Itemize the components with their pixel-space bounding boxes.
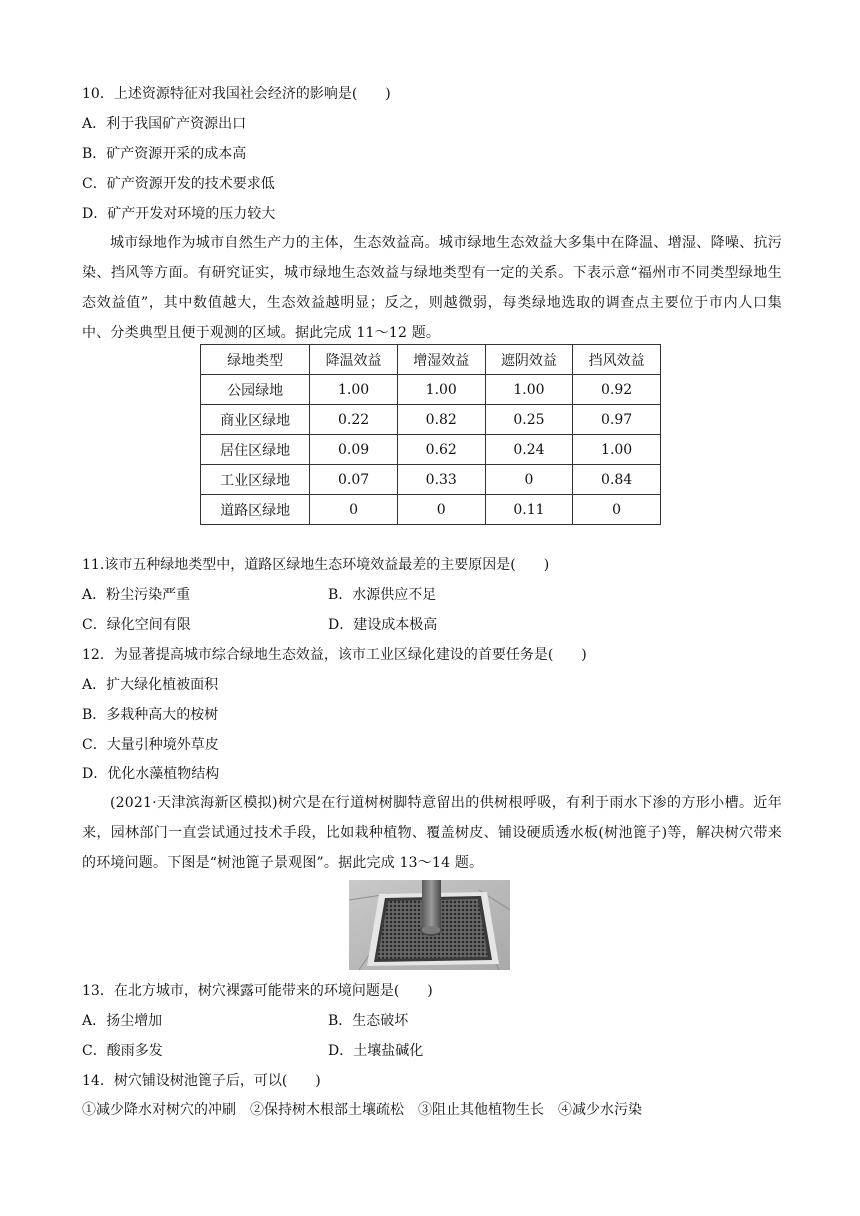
table-cell: 道路区绿地 [201, 495, 310, 525]
passage-green-space: 城市绿地作为城市自然生产力的主体，生态效益高。城市绿地生态效益大多集中在降温、增湿、降噪、抗污染、挡风等方面。有研究证实，城市绿地生态效益与绿地类型有一定的关系。下表示意“福州市不同类型绿地生态效益值”，其中数值越大，生态效益越明显；反之，则越微弱，每类绿地选取的调查点主要位于市内人口集中、分类典型且便于观测的区域。据此完成 11～12 题。 [82, 235, 782, 341]
table-cell: 0.33 [397, 465, 485, 495]
table-cell: 居住区绿地 [201, 435, 310, 465]
table-cell: 1.00 [310, 375, 398, 405]
table-header-cell: 绿地类型 [201, 345, 310, 375]
table-cell: 0 [485, 465, 573, 495]
table-cell: 0.25 [485, 405, 573, 435]
table-cell: 0.22 [310, 405, 398, 435]
table-cell: 0.92 [573, 375, 661, 405]
q11-option-a: A．粉尘污染严重 [82, 587, 191, 603]
table-cell: 0.84 [573, 465, 661, 495]
q10-option-b: B．矿产资源开采的成本高 [82, 146, 247, 162]
table-cell: 0 [310, 495, 398, 525]
q14-stem: 14．树穴铺设树池篦子后，可以( ) [82, 1073, 321, 1089]
q13-option-a: A．扬尘增加 [82, 1013, 163, 1029]
table-header-cell: 增湿效益 [397, 345, 485, 375]
q11-option-d: D．建设成本极高 [328, 617, 438, 633]
q10-stem: 10．上述资源特征对我国社会经济的影响是( ) [82, 86, 391, 102]
table-header-cell: 遮阴效益 [485, 345, 573, 375]
table-header-cell: 挡风效益 [573, 345, 661, 375]
table-cell: 1.00 [485, 375, 573, 405]
table-header-cell: 降温效益 [310, 345, 398, 375]
q10-option-d: D．矿产开发对环境的压力较大 [82, 206, 276, 222]
table-row [201, 435, 661, 465]
table-row [201, 465, 661, 495]
table-cell: 1.00 [573, 435, 661, 465]
table-cell: 公园绿地 [201, 375, 310, 405]
table-row [201, 405, 661, 435]
q10-option-c: C．矿产资源开发的技术要求低 [82, 176, 275, 192]
q14-statements: ①减少降水对树穴的冲刷 ②保持树木根部土壤疏松 ③阻止其他植物生长 ④减少水污染 [82, 1102, 642, 1118]
table-cell: 商业区绿地 [201, 405, 310, 435]
table-cell: 0.07 [310, 465, 398, 495]
q12-option-a: A．扩大绿化植被面积 [82, 677, 219, 693]
passage-tree-pit: (2021·天津滨海新区模拟)树穴是在行道树树脚特意留出的供树根呼吸，有利于雨水下渗的方形小槽。近年来，园林部门一直尝试通过技术手段，比如栽种植物、覆盖树皮、铺设硬质透水板(树池篦子)等，解决树穴带来的环境问题。下图是“树池篦子景观图”。据此完成 13～14 题。 [82, 795, 782, 871]
table-cell: 0.24 [485, 435, 573, 465]
q13-option-d: D．土壤盐碱化 [328, 1043, 424, 1059]
table-row [201, 495, 661, 525]
q11-option-c: C．绿化空间有限 [82, 617, 191, 633]
q10-option-a: A．利于我国矿产资源出口 [82, 116, 247, 132]
table-cell: 0 [573, 495, 661, 525]
q11-stem: 11.该市五种绿地类型中，道路区绿地生态环境效益最差的主要原因是( ) [82, 557, 550, 573]
table-cell: 工业区绿地 [201, 465, 310, 495]
q13-option-c: C．酸雨多发 [82, 1043, 163, 1059]
table-cell: 0.11 [485, 495, 573, 525]
q13-stem: 13．在北方城市，树穴裸露可能带来的环境问题是( ) [82, 983, 433, 999]
table-cell: 0 [397, 495, 485, 525]
table-cell: 1.00 [397, 375, 485, 405]
q12-stem: 12．为显著提高城市综合绿地生态效益，该市工业区绿化建设的首要任务是( ) [82, 647, 587, 663]
q12-option-d: D．优化水藻植物结构 [82, 766, 220, 782]
table-cell: 0.09 [310, 435, 398, 465]
table-row [201, 375, 661, 405]
q11-option-b: B．水源供应不足 [328, 587, 437, 603]
table-cell: 0.82 [397, 405, 485, 435]
table-cell: 0.97 [573, 405, 661, 435]
table-header-row [201, 345, 661, 375]
tree-pit-grate-photo [349, 880, 510, 970]
q12-option-b: B．多栽种高大的桉树 [82, 707, 219, 723]
q12-option-c: C．大量引种境外草皮 [82, 737, 219, 753]
table-cell: 0.62 [397, 435, 485, 465]
q13-option-b: B．生态破坏 [328, 1013, 409, 1029]
eco-benefit-table [200, 344, 661, 525]
